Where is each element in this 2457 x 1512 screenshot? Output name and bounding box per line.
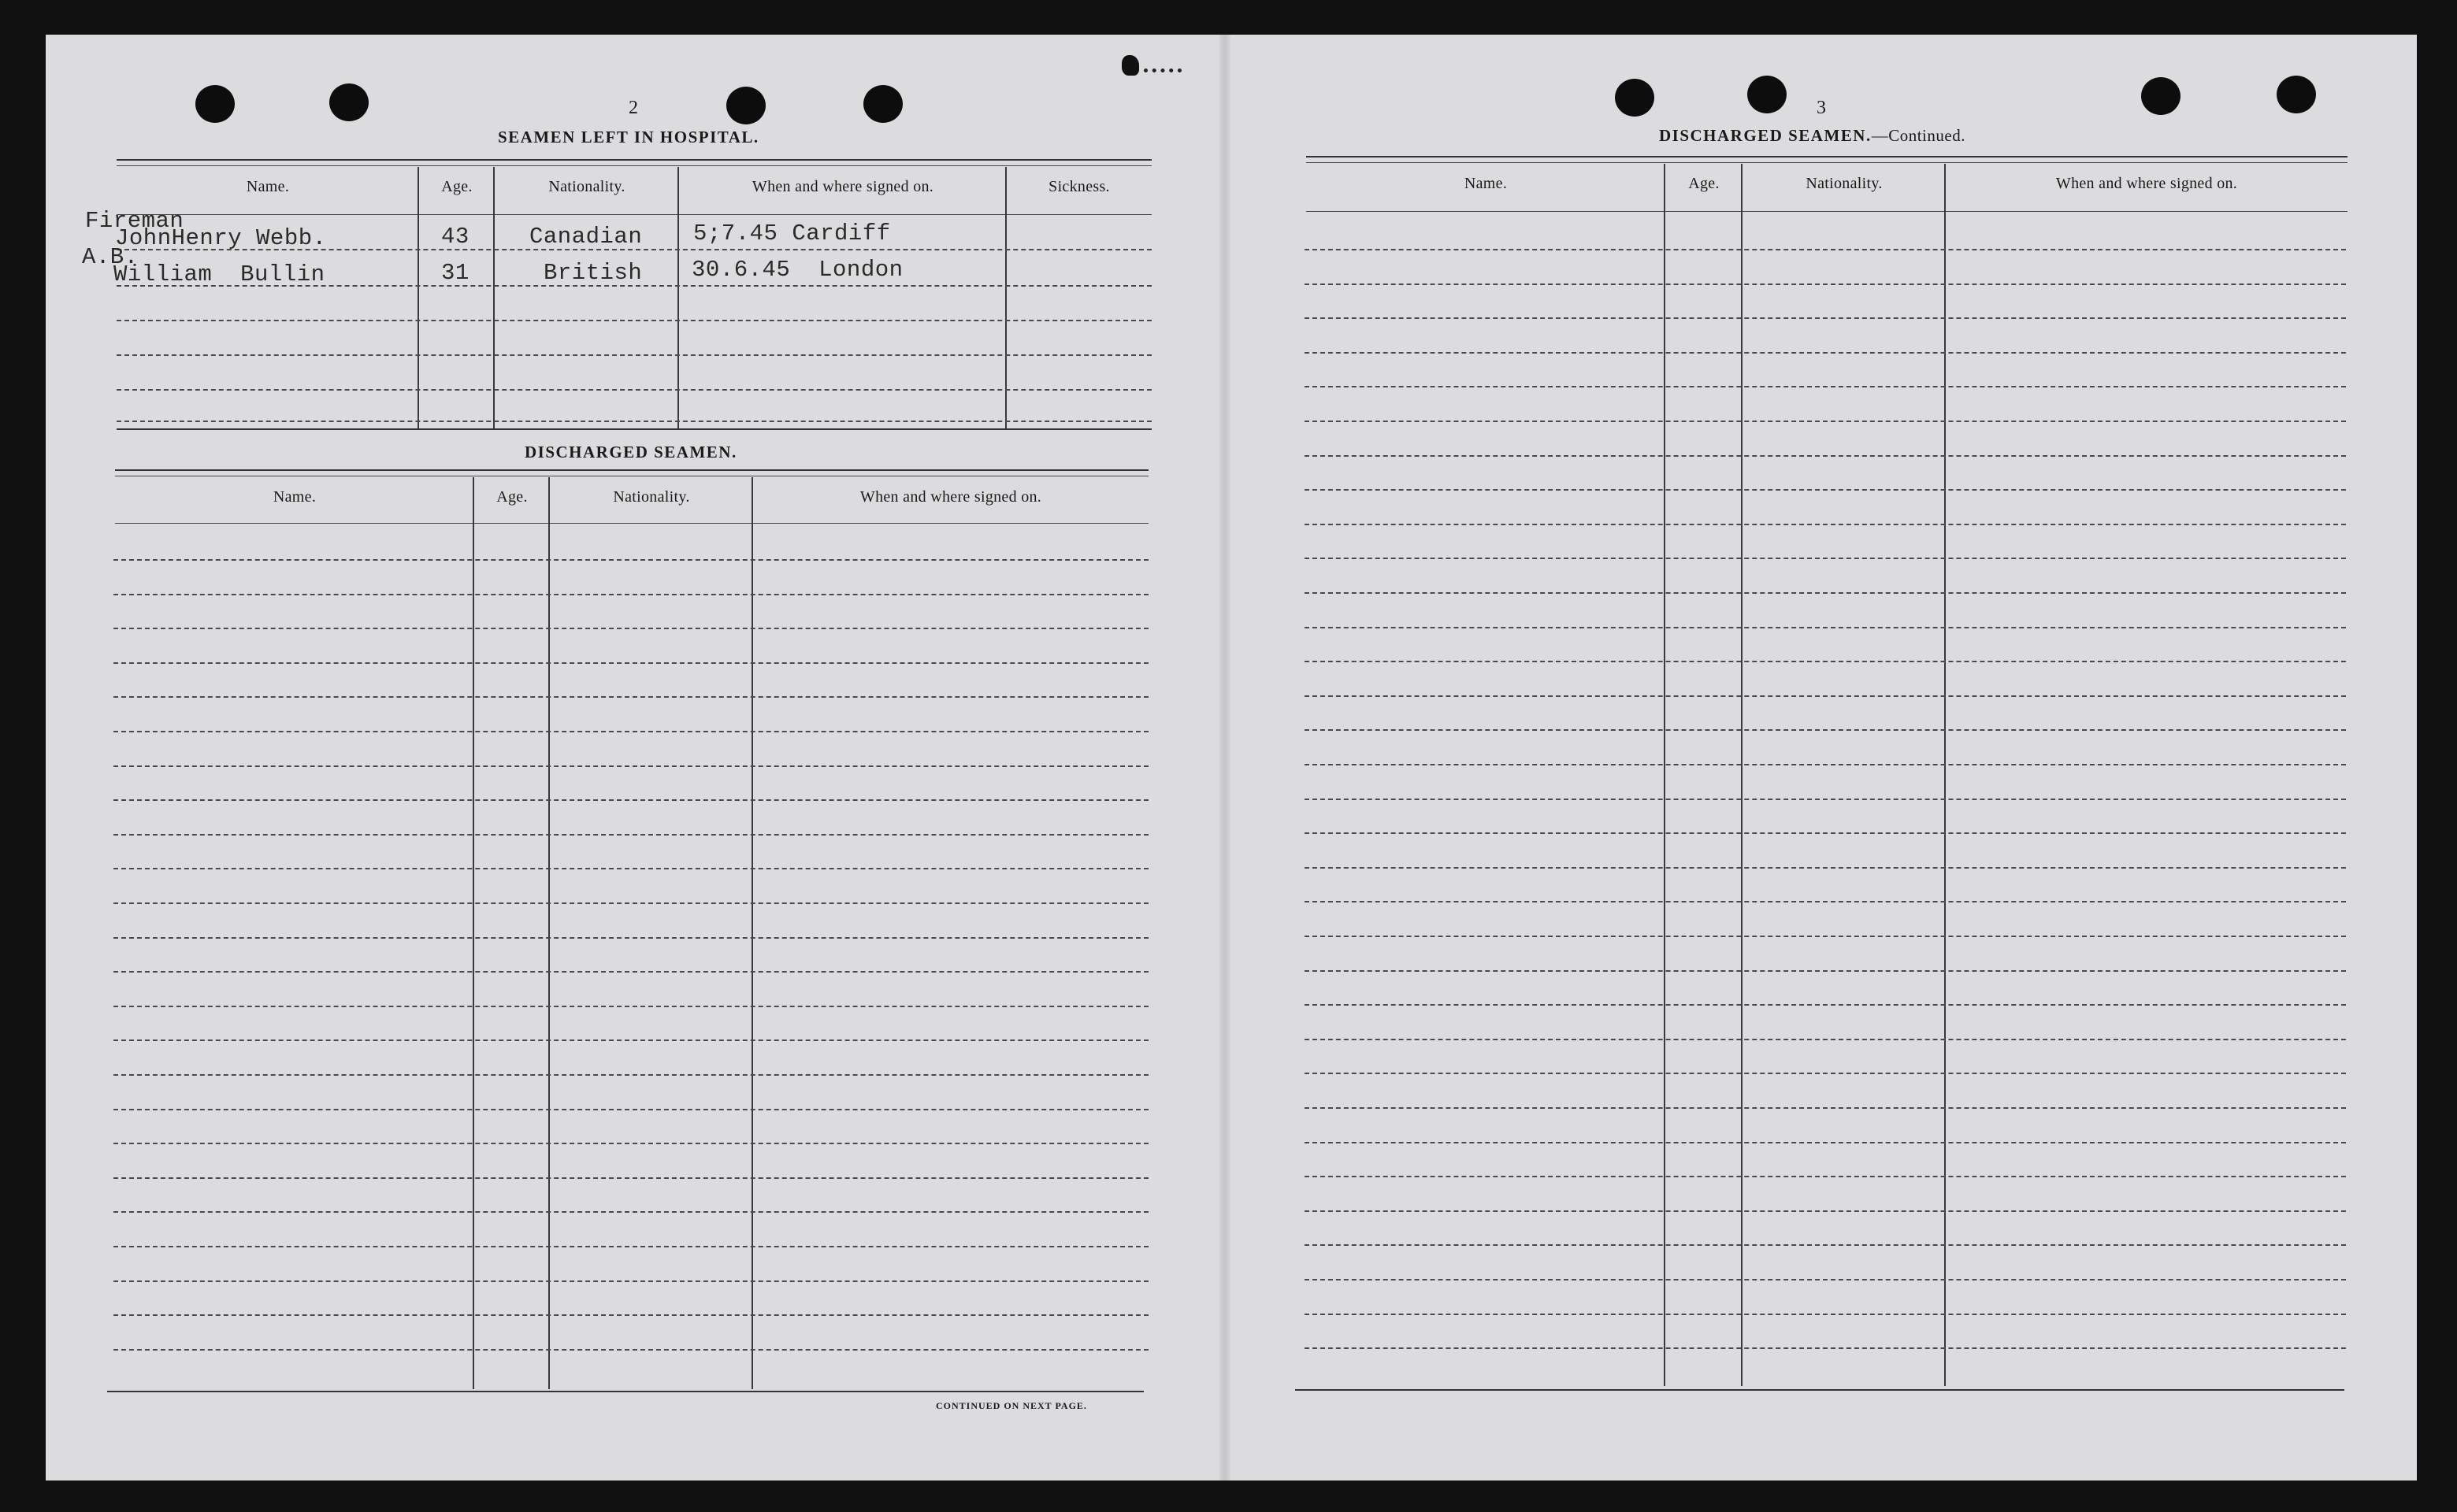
ruled-line [113,765,1149,767]
ruled-line [1305,695,2346,697]
ruled-line [1305,284,2346,285]
ruled-line [113,594,1149,595]
column-header: Age. [441,178,473,195]
ruled-line [113,1246,1149,1247]
section-title-text: DISCHARGED SEAMEN. [1659,126,1872,145]
ruled-line [113,1006,1149,1007]
section-title-discharged: DISCHARGED SEAMEN. [525,443,737,461]
punch-hole [329,83,369,121]
ruled-line [1305,558,2346,559]
ruled-line [113,628,1149,629]
ruled-line [1305,799,2346,800]
ruled-line [113,971,1149,973]
ruled-line [1305,524,2346,525]
punch-hole [195,85,235,123]
document-sheet [46,35,2417,1480]
section-title-suffix: —Continued. [1871,126,1965,145]
ruled-line [1305,1142,2346,1143]
footer-continued: CONTINUED ON NEXT PAGE. [936,1400,1087,1411]
ruled-line [113,731,1149,732]
ruled-line [1305,1314,2346,1315]
ruled-line [113,937,1149,939]
ruled-line [1305,1107,2346,1109]
ruled-line [1305,317,2346,319]
ruled-line [1305,1176,2346,1177]
ruled-line [1305,1347,2346,1349]
page-number: 3 [1817,98,1826,118]
name-cell: JohnHenry Webb. [115,225,327,251]
ruled-line [113,799,1149,801]
ruled-line [1305,455,2346,457]
nationality-cell: Canadian [529,224,643,250]
ruled-line [113,1211,1149,1213]
column-header: Name. [273,488,317,506]
page-fold [1219,35,1230,1480]
ruled-line [113,1177,1149,1179]
ruled-line [113,696,1149,698]
punch-hole [2141,77,2180,115]
ruled-line [1305,1244,2346,1246]
section-title-hospital: SEAMEN LEFT IN HOSPITAL. [498,128,759,146]
punch-hole [1747,76,1787,113]
section-title-discharged-continued [1659,126,1965,146]
column-header: Nationality. [1806,175,1883,192]
column-header: Age. [1688,175,1720,192]
ruled-line [1305,970,2346,972]
punch-hole [2277,76,2316,113]
ruled-line [1305,1039,2346,1040]
ruled-line [1305,592,2346,594]
ruled-line [1305,1004,2346,1006]
age-cell: 31 [441,260,470,286]
column-header: Nationality. [613,488,690,506]
ruled-line [1305,352,2346,354]
ruled-line [1305,249,2346,250]
ruled-line [1305,729,2346,731]
page-number: 2 [629,98,638,118]
signed-on-cell: 30.6.45 London [692,257,904,283]
ink-smudge [1144,68,1182,72]
ruled-line [113,902,1149,904]
column-header: Name. [246,178,290,195]
punch-hole [1615,79,1654,117]
ruled-line [113,1314,1149,1316]
ruled-line [1305,764,2346,765]
ruled-line [1305,1073,2346,1074]
column-header: When and where signed on. [752,178,934,195]
ruled-line [113,1074,1149,1076]
column-header: Nationality. [548,178,625,195]
ruled-line [1305,661,2346,662]
age-cell: 43 [441,224,470,250]
column-header: Sickness. [1048,178,1110,195]
signed-on-cell: 5;7.45 Cardiff [693,220,891,246]
ruled-line [1305,1279,2346,1280]
punch-hole [863,85,903,123]
ink-smudge [1122,55,1139,76]
ruled-line [113,662,1149,664]
column-header: When and where signed on. [2055,175,2238,192]
punch-hole [726,87,766,124]
ruled-line [1305,1210,2346,1212]
column-header: Age. [496,488,528,506]
ruled-line [1305,901,2346,902]
ruled-line [113,868,1149,869]
nationality-cell: British [544,260,643,286]
ruled-line [113,1109,1149,1110]
ruled-line [1305,386,2346,387]
ruled-line [1305,489,2346,491]
ruled-line [113,1349,1149,1351]
ruled-line [1305,936,2346,937]
ruled-line [113,559,1149,561]
rating-text: Fireman [85,208,184,234]
ruled-line [1305,832,2346,834]
ruled-line [113,834,1149,836]
ruled-line [1305,421,2346,422]
ruled-line [1305,867,2346,869]
ruled-line [113,1280,1149,1282]
column-header: When and where signed on. [859,488,1042,506]
column-header: Name. [1464,175,1508,192]
ruled-line [1305,627,2346,628]
ruled-line [113,1040,1149,1041]
rating-text: A.B. [82,244,139,270]
name-cell: William Bullin [113,261,325,287]
ruled-line [113,1143,1149,1144]
